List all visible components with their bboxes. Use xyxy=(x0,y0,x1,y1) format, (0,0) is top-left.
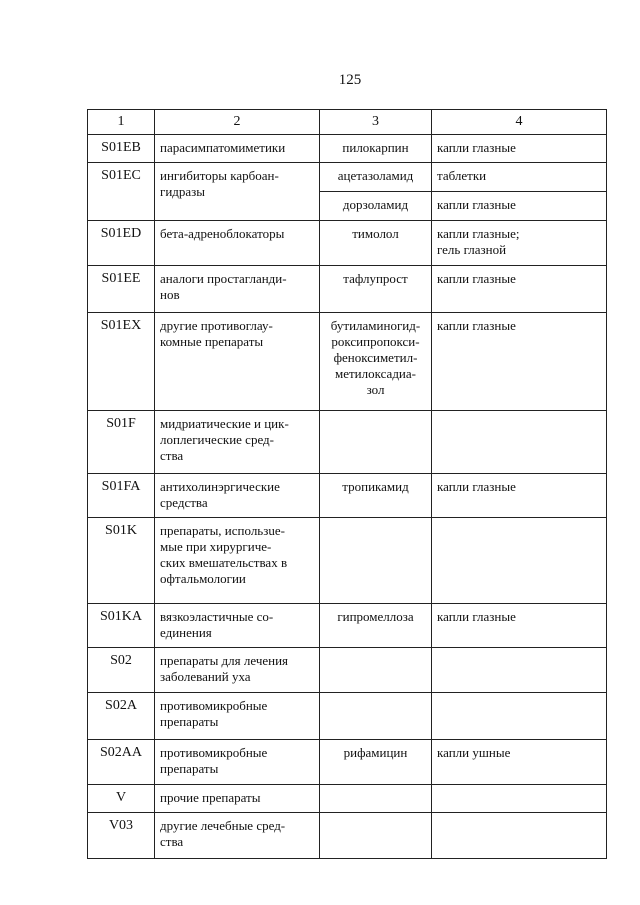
atc-code-cell: V xyxy=(88,785,155,813)
table-row xyxy=(88,813,607,859)
table-header-row xyxy=(88,110,607,135)
dosage-form-cell: капли глазные xyxy=(432,192,607,221)
dosage-form-cell: капли ушные xyxy=(432,740,607,785)
group-name-cell: ингибиторы карбоан- гидразы xyxy=(155,163,320,221)
dosage-form-cell: капли глазные xyxy=(432,313,607,411)
dosage-form-cell xyxy=(432,813,607,859)
dosage-form-cell: капли глазные xyxy=(432,604,607,648)
group-name-cell: препараты для лечения заболеваний уха xyxy=(155,648,320,693)
drug-name-cell: тропикамид xyxy=(320,474,432,518)
group-name-cell: антихолинэргические средства xyxy=(155,474,320,518)
drug-name-cell xyxy=(320,813,432,859)
group-name-cell: препараты, использue- мые при хирургиче- ских вмешательствах в офтальмологии xyxy=(155,518,320,604)
drug-name-cell xyxy=(320,411,432,474)
group-name-cell: вязкоэластичные со- единения xyxy=(155,604,320,648)
table-row xyxy=(88,163,607,192)
group-name-cell: бета-адреноблокаторы xyxy=(155,221,320,266)
drug-name-cell: гипромеллоза xyxy=(320,604,432,648)
dosage-form-cell xyxy=(432,785,607,813)
table-row xyxy=(88,648,607,693)
table-row xyxy=(88,474,607,518)
drug-name-cell: бутиламиногид- роксипропокси- феноксиметил- метилоксадиа- зол xyxy=(320,313,432,411)
atc-code-cell: S01ED xyxy=(88,221,155,266)
table-row xyxy=(88,518,607,604)
dosage-form-cell: капли глазные xyxy=(432,135,607,163)
dosage-form-cell: капли глазные; гель глазной xyxy=(432,221,607,266)
dosage-form-cell: капли глазные xyxy=(432,474,607,518)
dosage-form-cell xyxy=(432,518,607,604)
drug-name-cell: пилокарпин xyxy=(320,135,432,163)
atc-code-cell: S01EX xyxy=(88,313,155,411)
drug-name-cell: дорзоламид xyxy=(320,192,432,221)
column-header-3: 3 xyxy=(320,110,432,135)
dosage-form-cell xyxy=(432,693,607,740)
table-row xyxy=(88,313,607,411)
atc-code-cell: S01EB xyxy=(88,135,155,163)
drug-name-cell: рифамицин xyxy=(320,740,432,785)
group-name-cell: другие лечебные сред- ства xyxy=(155,813,320,859)
group-name-cell: противомикробные препараты xyxy=(155,740,320,785)
table-row xyxy=(88,785,607,813)
group-name-cell: аналоги простагланди- нов xyxy=(155,266,320,313)
atc-code-cell: S01F xyxy=(88,411,155,474)
table-row xyxy=(88,693,607,740)
group-name-cell: мидриатические и цик- лоплегические сред- ства xyxy=(155,411,320,474)
table-row xyxy=(88,266,607,313)
atc-code-cell: S02AA xyxy=(88,740,155,785)
column-header-4: 4 xyxy=(432,110,607,135)
table-row xyxy=(88,604,607,648)
table-row xyxy=(88,221,607,266)
atc-code-cell: V03 xyxy=(88,813,155,859)
table-row xyxy=(88,411,607,474)
table-row xyxy=(88,135,607,163)
atc-code-cell: S01K xyxy=(88,518,155,604)
column-header-2: 2 xyxy=(155,110,320,135)
atc-code-cell: S02 xyxy=(88,648,155,693)
drug-name-cell xyxy=(320,693,432,740)
page-number: 125 xyxy=(338,72,362,88)
drug-name-cell xyxy=(320,518,432,604)
group-name-cell: противомикробные препараты xyxy=(155,693,320,740)
group-name-cell: парасимпатомиметики xyxy=(155,135,320,163)
atc-code-cell: S01FA xyxy=(88,474,155,518)
drug-name-cell: тимолол xyxy=(320,221,432,266)
dosage-form-cell xyxy=(432,648,607,693)
table-row xyxy=(88,740,607,785)
drug-name-cell xyxy=(320,648,432,693)
atc-code-cell: S01EE xyxy=(88,266,155,313)
dosage-form-cell: таблетки xyxy=(432,163,607,192)
drug-name-cell: тафлупрост xyxy=(320,266,432,313)
group-name-cell: прочие препараты xyxy=(155,785,320,813)
atc-code-cell: S01EC xyxy=(88,163,155,221)
dosage-form-cell: капли глазные xyxy=(432,266,607,313)
group-name-cell: другие противоглау- комные препараты xyxy=(155,313,320,411)
column-header-1: 1 xyxy=(88,110,155,135)
drug-name-cell xyxy=(320,785,432,813)
atc-code-cell: S01KA xyxy=(88,604,155,648)
drug-name-cell: ацетазоламид xyxy=(320,163,432,192)
atc-code-cell: S02A xyxy=(88,693,155,740)
drug-classification-table xyxy=(87,109,607,859)
dosage-form-cell xyxy=(432,411,607,474)
